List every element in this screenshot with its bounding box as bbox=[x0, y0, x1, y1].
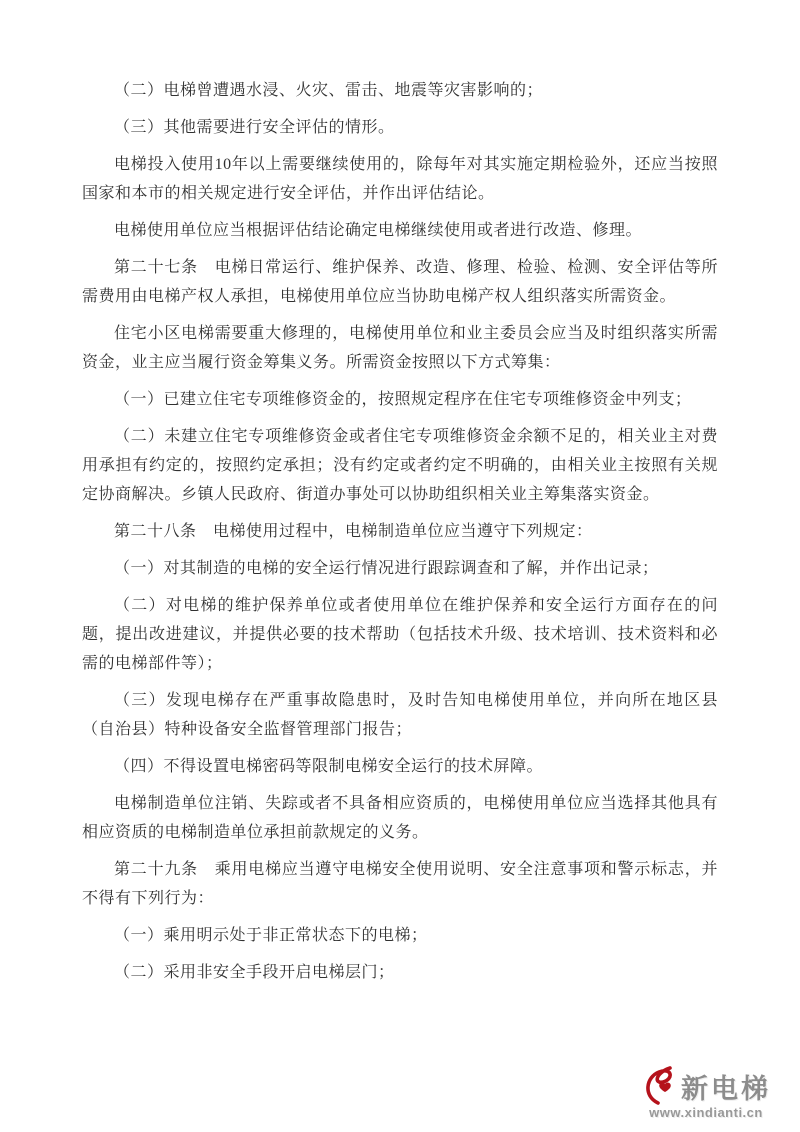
paragraph: （二）未建立住宅专项维修资金或者住宅专项维修资金余额不足的，相关业主对费用承担有约定的，按照约定承担；没有约定或者约定不明确的，由相关业主按照有关规定协商解决。乡镇人民政府、街道办事处可以协助组织相关业主筹集落实资金。 bbox=[82, 428, 718, 503]
paragraph-article-27: 第二十七条 电梯日常运行、维护保养、改造、修理、检验、检测、安全评估等所需费用由电梯产权人承担，电梯使用单位应当协助电梯产权人组织落实所需资金。 bbox=[82, 259, 718, 305]
paragraph: 电梯投入使用10年以上需要继续使用的，除每年对其实施定期检验外，还应当按照国家和本市的相关规定进行安全评估，并作出评估结论。 bbox=[82, 156, 718, 202]
paragraph: （一）对其制造的电梯的安全运行情况进行跟踪调查和了解，并作出记录； bbox=[114, 560, 659, 577]
paragraph: （二）电梯曾遭遇水浸、火灾、雷击、地震等灾害影响的； bbox=[114, 82, 544, 99]
xindianti-8-heart-icon bbox=[641, 1065, 679, 1105]
xindianti-watermark bbox=[620, 1068, 792, 1120]
paragraph: 住宅小区电梯需要重大修理的，电梯使用单位和业主委员会应当及时组织落实所需资金，业主应当履行资金筹集义务。所需资金按照以下方式筹集： bbox=[82, 325, 718, 371]
paragraph: （二）采用非安全手段开启电梯层门； bbox=[114, 964, 395, 981]
paragraph: （一）乘用明示处于非正常状态下的电梯； bbox=[114, 927, 428, 944]
paragraph: （四）不得设置电梯密码等限制电梯安全运行的技术屏障。 bbox=[114, 758, 544, 775]
paragraph: 电梯制造单位注销、失踪或者不具备相应资质的，电梯使用单位应当选择其他具有相应资质的电梯制造单位承担前款规定的义务。 bbox=[82, 795, 718, 841]
document-body bbox=[82, 76, 718, 995]
brand-name: 新电梯 bbox=[681, 1073, 771, 1104]
paragraph-article-28: 第二十八条 电梯使用过程中，电梯制造单位应当遵守下列规定： bbox=[114, 523, 593, 540]
paragraph-article-29: 第二十九条 乘用电梯应当遵守电梯安全使用说明、安全注意事项和警示标志，并不得有下列行为： bbox=[82, 861, 718, 907]
paragraph: （一）已建立住宅专项维修资金的，按照规定程序在住宅专项维修资金中列支； bbox=[114, 391, 692, 408]
paragraph: 电梯使用单位应当根据评估结论确定电梯继续使用或者进行改造、修理。 bbox=[114, 222, 643, 239]
watermark-logo-row bbox=[620, 1068, 792, 1104]
paragraph: （三）其他需要进行安全评估的情形。 bbox=[114, 119, 395, 136]
brand-url: www.xindianti.cn bbox=[649, 1105, 763, 1120]
paragraph: （二）对电梯的维护保养单位或者使用单位在维护保养和安全运行方面存在的问题，提出改进建议，并提供必要的技术帮助（包括技术升级、技术培训、技术资料和必需的电梯部件等）； bbox=[82, 597, 718, 672]
paragraph: （三）发现电梯存在严重事故隐患时，及时告知电梯使用单位，并向所在地区县（自治县）特种设备安全监督管理部门报告； bbox=[82, 692, 718, 738]
